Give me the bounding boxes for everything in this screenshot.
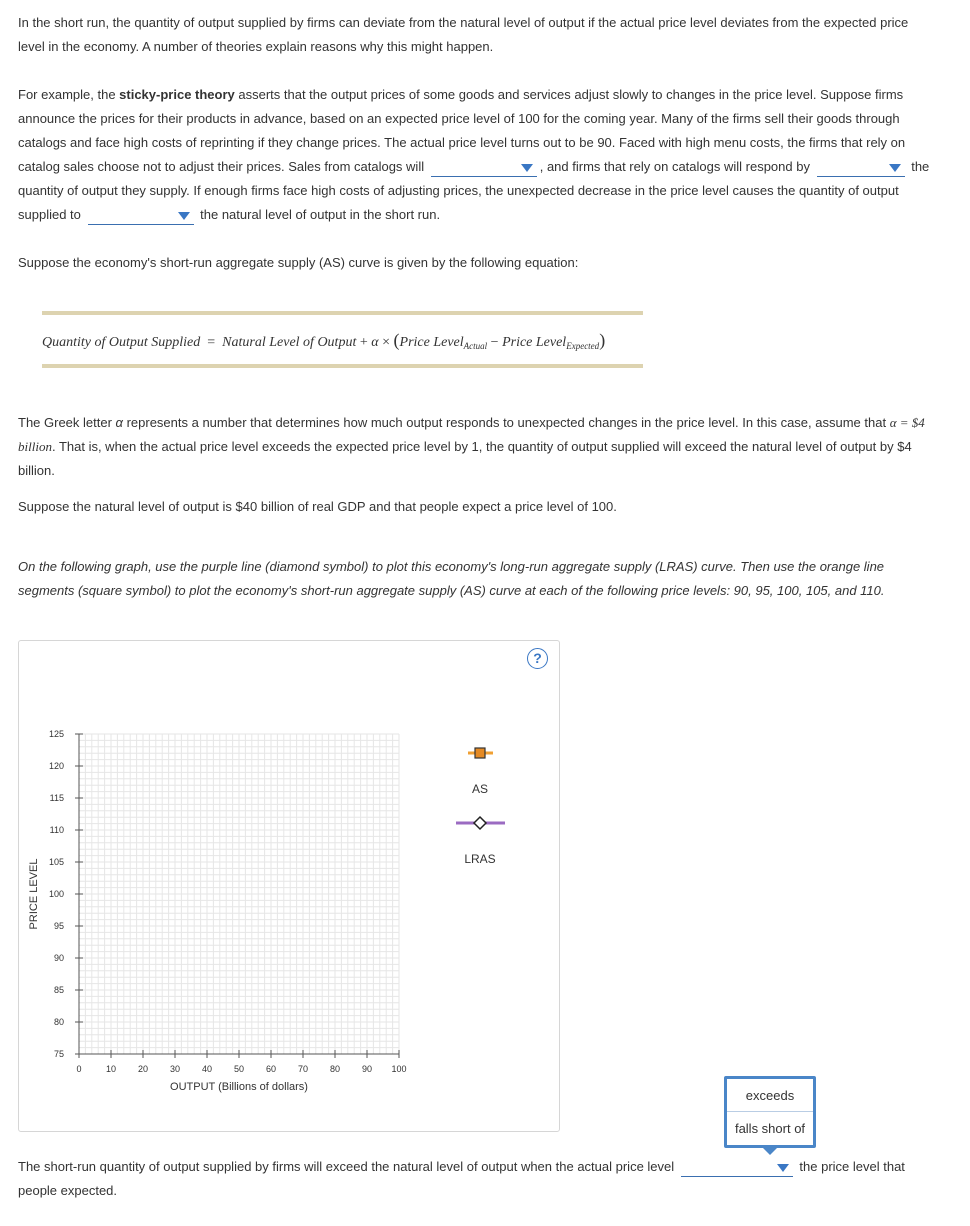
respond-by-dropdown[interactable] <box>817 159 905 177</box>
x-tick-label: 80 <box>329 1064 341 1074</box>
y-tick-label: 115 <box>49 793 64 803</box>
natural-level-text: Suppose the natural level of output is $40 billion of real GDP and that people expect a price level of 100. <box>18 499 617 514</box>
y-tick-label: 110 <box>49 825 64 835</box>
graph-panel <box>18 640 560 1132</box>
y-tick-label: 100 <box>48 889 64 899</box>
chevron-down-icon <box>521 164 533 172</box>
chevron-down-icon <box>777 1164 789 1172</box>
as-legend-label: AS <box>471 782 489 796</box>
as-intro-text: Suppose the economy's short-run aggregate supply (AS) curve is given by the following equation: <box>18 255 579 270</box>
x-tick-label: 90 <box>361 1064 373 1074</box>
y-axis-label: PRICE LEVEL <box>28 858 40 930</box>
y-tick-label: 80 <box>53 1017 64 1027</box>
lras-legend-tool[interactable] <box>456 817 505 829</box>
lras-legend-label: LRAS <box>464 852 496 866</box>
option-exceeds[interactable]: exceeds <box>727 1079 813 1112</box>
y-tick-label: 95 <box>53 921 64 931</box>
x-tick-label: 60 <box>265 1064 277 1074</box>
sticky-price-term: sticky-price theory <box>119 87 235 102</box>
diamond-symbol-icon <box>474 817 486 829</box>
x-tick-label: 70 <box>297 1064 309 1074</box>
x-tick-label: 100 <box>391 1064 407 1074</box>
catalog-sales-dropdown[interactable] <box>431 159 537 177</box>
x-tick-label: 10 <box>105 1064 117 1074</box>
aggregate-supply-graph[interactable] <box>19 641 559 1131</box>
option-falls-short-of[interactable]: falls short of <box>734 1121 806 1136</box>
greek-letter-paragraph: The Greek letter α represents a number that determines how much output responds to unexpected changes in the price level. In this case, assume that α = $4 billion. That is, when the actual price level exceeds the expected price level by 1, the quantity of output supplied will exceed the natural level of output by $4 billion. <box>18 415 925 478</box>
square-symbol-icon <box>475 748 485 758</box>
equation-box <box>42 311 643 368</box>
x-axis-label: OUTPUT (Billions of dollars) <box>170 1081 308 1093</box>
y-tick-label: 125 <box>48 729 64 739</box>
chart-grid <box>79 734 399 1054</box>
price-level-dropdown[interactable] <box>681 1159 793 1177</box>
y-tick-label: 75 <box>53 1049 64 1059</box>
intro-paragraph: In the short run, the quantity of output supplied by firms can deviate from the natural level of output if the actual price level deviates from the expected price level in the economy. A number of theories explain reasons why this might happen. <box>18 15 909 54</box>
x-tick-label: 0 <box>76 1064 82 1074</box>
x-tick-label: 30 <box>169 1064 181 1074</box>
as-legend-tool[interactable] <box>468 748 493 758</box>
x-tick-label: 40 <box>201 1064 213 1074</box>
y-tick-label: 90 <box>53 953 64 963</box>
output-supplied-dropdown[interactable] <box>88 207 194 225</box>
x-tick-label: 20 <box>137 1064 149 1074</box>
x-tick-label: 50 <box>233 1064 245 1074</box>
y-tick-label: 105 <box>48 857 64 867</box>
chevron-down-icon <box>178 212 190 220</box>
sticky-price-paragraph: For example, the sticky-price theory asserts that the output prices of some goods and services adjust slowly to changes in the price level. Suppose firms announce the prices for their products in advance, based on an expected price level of 100 for the coming year. Many of the firms sell their goods through catalogs and face high costs of reprinting if they change prices. The actual price level turns out to be 90. Faced with high menu costs, the firms that rely on catalog sales choose not to adjust their prices. Sales from catalogs will , and firms that rely on catalogs will respond by the quantity of output they supply. If enough firms face high costs of adjusting prices, the unexpected decrease in the price level causes the quantity of output supplied to the natural level of output in the short run. <box>18 83 938 227</box>
graph-instructions: On the following graph, use the purple line (diamond symbol) to plot this economy's long-run aggregate supply (LRAS) curve. Then use the orange line segments (square symbol) to plot the economy's short-run aggregate supply (AS) curve at each of the following price levels: 90, 95, 100, 105, and 110. <box>18 559 885 598</box>
help-icon[interactable]: ? <box>527 648 548 669</box>
final-question: The short-run quantity of output supplied by firms will exceed the natural level of output when the actual price level the price level that people expected. <box>18 1159 905 1198</box>
chevron-down-icon <box>889 164 901 172</box>
price-level-dropdown-menu[interactable] <box>724 1076 816 1148</box>
y-tick-label: 120 <box>48 761 64 771</box>
menu-pointer <box>763 1148 777 1155</box>
as-equation: Quantity of Output Supplied = Natural Level of Output + α × (Price Level$_{Actual}$ − Price Level$_{Expected}$) <box>42 330 606 351</box>
y-tick-label: 85 <box>53 985 64 995</box>
